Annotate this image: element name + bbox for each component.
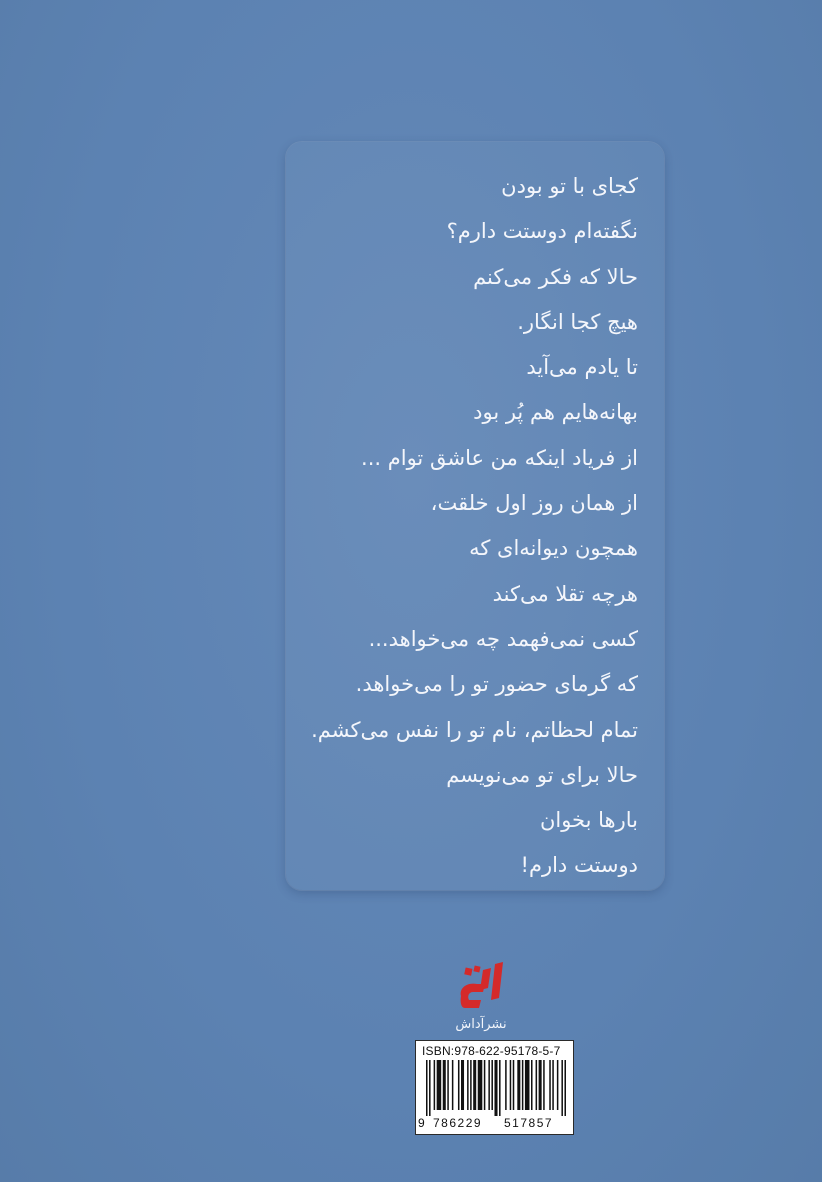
publisher-logo bbox=[455, 958, 507, 1014]
poem-line: کسی نمی‌فهمد چه می‌خواهد... bbox=[368, 626, 638, 651]
poem-line: بهانه‌هایم هم پُر بود bbox=[473, 400, 638, 425]
poem-line: دوستت دارم! bbox=[520, 853, 638, 878]
poem-line: حالا که فکر می‌کنم bbox=[473, 264, 638, 289]
barcode-digit-group1: 786229 bbox=[433, 1116, 483, 1130]
poem bbox=[178, 164, 638, 889]
poem-line: کجای با تو بودن bbox=[501, 174, 638, 198]
barcode bbox=[415, 1040, 574, 1135]
poem-line: تمام لحظاتم، نام تو را نفس می‌کشم. bbox=[311, 717, 638, 742]
poem-line: هیچ کجا انگار. bbox=[517, 309, 638, 334]
poem-line: نگفته‌ام دوستت دارم؟ bbox=[446, 219, 638, 244]
isbn-label: ISBN:978-622-95178-5-7 bbox=[422, 1044, 561, 1058]
barcode-digit-group2: 517857 bbox=[504, 1116, 554, 1130]
poem-line: همچون دیوانه‌ای که bbox=[469, 536, 638, 561]
poem-line: هرچه تقلا می‌کند bbox=[492, 581, 638, 606]
poem-line: از همان روز اول خلقت، bbox=[430, 491, 638, 516]
barcode-bars bbox=[426, 1060, 566, 1116]
poem-line: حالا برای تو می‌نویسم bbox=[446, 762, 638, 787]
publisher-name: نشرآداش bbox=[455, 1017, 507, 1032]
barcode-digit-lead: 9 bbox=[418, 1116, 425, 1130]
poem-line: که گرمای حضور تو را می‌خواهد. bbox=[355, 672, 638, 697]
poem-line: بارها بخوان bbox=[539, 808, 638, 833]
poem-line: تا یادم می‌آید bbox=[526, 355, 638, 380]
poem-line: از فریاد اینکه من عاشق توام ... bbox=[361, 445, 638, 470]
barcode-digits bbox=[416, 1116, 575, 1132]
